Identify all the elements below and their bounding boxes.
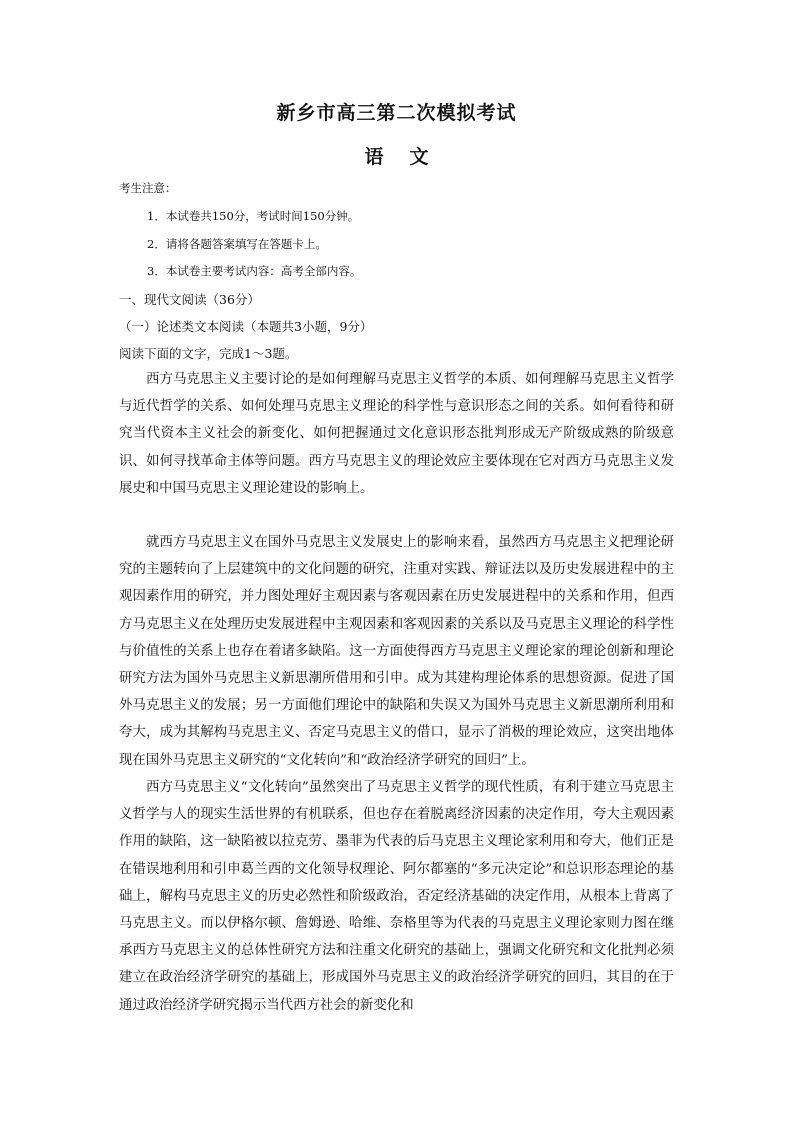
notice-item: 2．请将各题答案填写在答题卡上。 — [147, 237, 327, 251]
passage-paragraph: 西方马克思主义“文化转向”虽然突出了马克思主义哲学的现代性质，有利于建立马克思主义哲学与人的现实生活世界的有机联系，但也存在着脱离经济因素的决定作用，夸大主观因素作用的缺陷，这一缺陷被以拉克劳、墨菲为代表的后马克思主义理论家利用和夸大，他们正是在错误地利用和引申葛兰西的文化领导权理论、阿尔都塞的“多元决定论”和总识形态理论的基础上，解构马克思主义的历史必然性和阶级政治，否定经济基础的决定作用，从根本上背离了马克思主义。而以伊格尔顿、詹姆逊、哈维、奈格里等为代表的马克思主义理论家则力图在继承西方马克思主义的总体性研究方法和注重文化研究的基础上，强调文化研究和文化批判必须建立在政治经济学研究的基础上，形成国外马克思主义的政治经济学研究的回归，其目的在于通过政治经济学研究揭示当代西方社会的新变化和 — [119, 780, 674, 1013]
reading-instruction: 阅读下面的文字，完成1～3题。 — [119, 346, 298, 361]
passage-paragraph: 就西方马克思主义在国外马克思主义发展史上的影响来看，虽然西方马克思主义把理论研究的主题转向了上层建筑中的文化问题的研究，注重对实践、辩证法以及历史发展进程中的主观因素作用的研究，并力图处理好主观因素与客观因素在历史发展进程中的关系和作用，但西方马克思主义在处理历史发展进程中主观因素和客观因素的关系以及马克思主义理论的科学性与价值性的关系上也存在着诸多缺陷。这一方面使得西方马克思主义理论家的理论创新和理论研究方法为国外马克思主义新思潮所借用和引申。成为其建构理论体系的思想资源。促进了国外马克思主义的发展；另一方面他们理论中的缺陷和失误又为国外马克思主义新思潮所利用和夸大，成为其解构马克思主义、否定马克思主义的借口，显示了消极的理论效应，这突出地体现在国外马克思主义研究的“文化转向”和“政治经济学研究的回归”上。 — [119, 535, 674, 768]
exam-title: 新乡市高三第二次模拟考试 — [276, 102, 517, 124]
notice-item: 3．本试卷主要考试内容：高考全部内容。 — [147, 264, 362, 278]
section-heading: 一、现代文阅读（36分） — [119, 292, 260, 307]
passage-paragraph: 西方马克思主义主要讨论的是如何理解马克思主义哲学的本质、如何理解马克思主义哲学与近代哲学的关系、如何处理马克思主义理论的科学性与意识形态之间的关系。如何看待和研究当代资本主义社会的新变化、如何把握通过文化意识形态批判形成无产阶级成熟的阶级意识、如何寻找革命主体等问题。西方马克思主义的理论效应主要体现在它对西方马克思主义发展史和中国马克思主义理论建设的影响上。 — [119, 372, 674, 496]
notice-heading: 考生注意： — [119, 181, 177, 195]
subject-title: 语文 — [364, 146, 455, 168]
notice-item: 1．本试卷共150分，考试时间150分钟。 — [147, 209, 360, 223]
subsection-heading: （一）论述类文本阅读（本题共3小题，9分） — [119, 319, 373, 334]
